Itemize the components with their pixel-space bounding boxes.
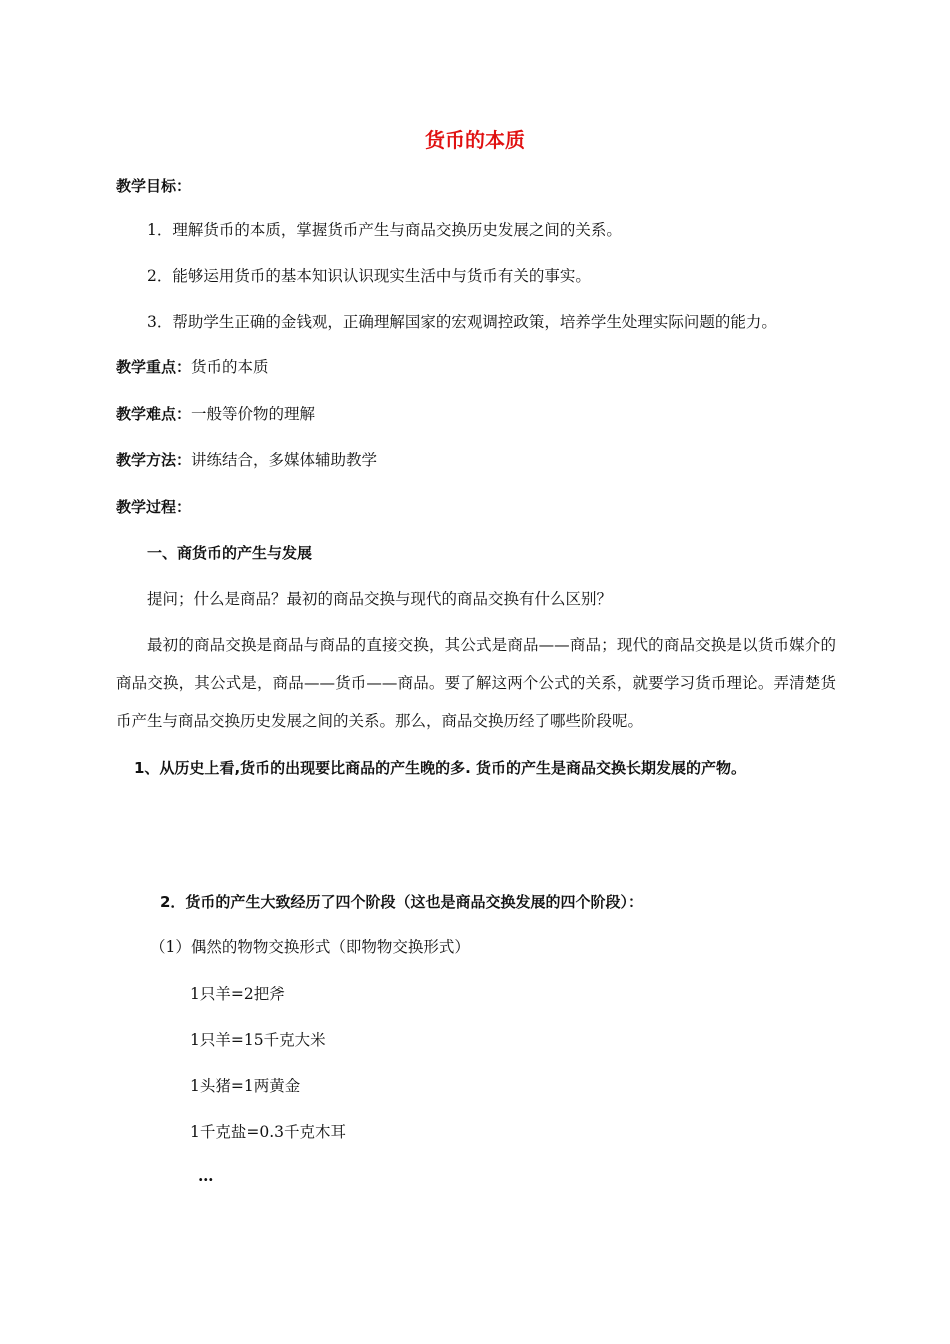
ellipsis: … (198, 1166, 214, 1185)
intro-paragraph: 最初的商品交换是商品与商品的直接交换，其公式是商品——商品；现代的商品交换是以货币媒介的商品交换，其公式是，商品——货币——商品。要了解这两个公式的关系，就要学习货币理论。弄清楚货币产生与商品交换历史发展之间的关系。那么，商品交换历经了哪些阶段呢。 (116, 636, 836, 730)
page-title: 货币的本质 (425, 128, 525, 152)
exchange-example: 1头猪=1两黄金 (190, 1077, 301, 1095)
method-label: 教学方法： (116, 451, 192, 469)
exchange-example: 1只羊=2把斧 (190, 985, 285, 1003)
exchange-example: 1只羊=15千克大米 (190, 1031, 326, 1049)
stage-1-heading: （1）偶然的物物交换形式（即物物交换形式） (150, 938, 470, 956)
method-row (116, 450, 377, 470)
difficulty-row (116, 404, 315, 424)
point-1: 1、从历史上看,货币的出现要比商品的产生晚的多. 货币的产生是商品交换长期发展的产物。 (134, 759, 747, 777)
objective-item: 2．能够运用货币的基本知识认识现实生活中与货币有关的事实。 (147, 267, 591, 285)
difficulty-label: 教学难点： (116, 405, 192, 423)
method-value: 讲练结合，多媒体辅助教学 (191, 451, 378, 469)
objective-item: 3．帮助学生正确的金钱观，正确理解国家的宏观调控政策，培养学生处理实际问题的能力。 (147, 313, 777, 331)
key-point-label: 教学重点： (116, 358, 192, 376)
key-point-value: 货币的本质 (191, 358, 269, 376)
point-2: 2．货币的产生大致经历了四个阶段（这也是商品交换发展的四个阶段）： (160, 893, 643, 911)
exchange-example: 1千克盐=0.3千克木耳 (190, 1123, 346, 1141)
section-heading: 一、商货币的产生与发展 (147, 544, 313, 562)
objectives-heading: 教学目标： (116, 177, 192, 195)
objective-item: 1．理解货币的本质，掌握货币产生与商品交换历史发展之间的关系。 (147, 221, 622, 239)
difficulty-value: 一般等价物的理解 (191, 405, 316, 423)
question-text: 提问；什么是商品？最初的商品交换与现代的商品交换有什么区别？ (147, 590, 613, 608)
key-point-row (116, 357, 269, 377)
process-heading: 教学过程： (116, 498, 192, 516)
